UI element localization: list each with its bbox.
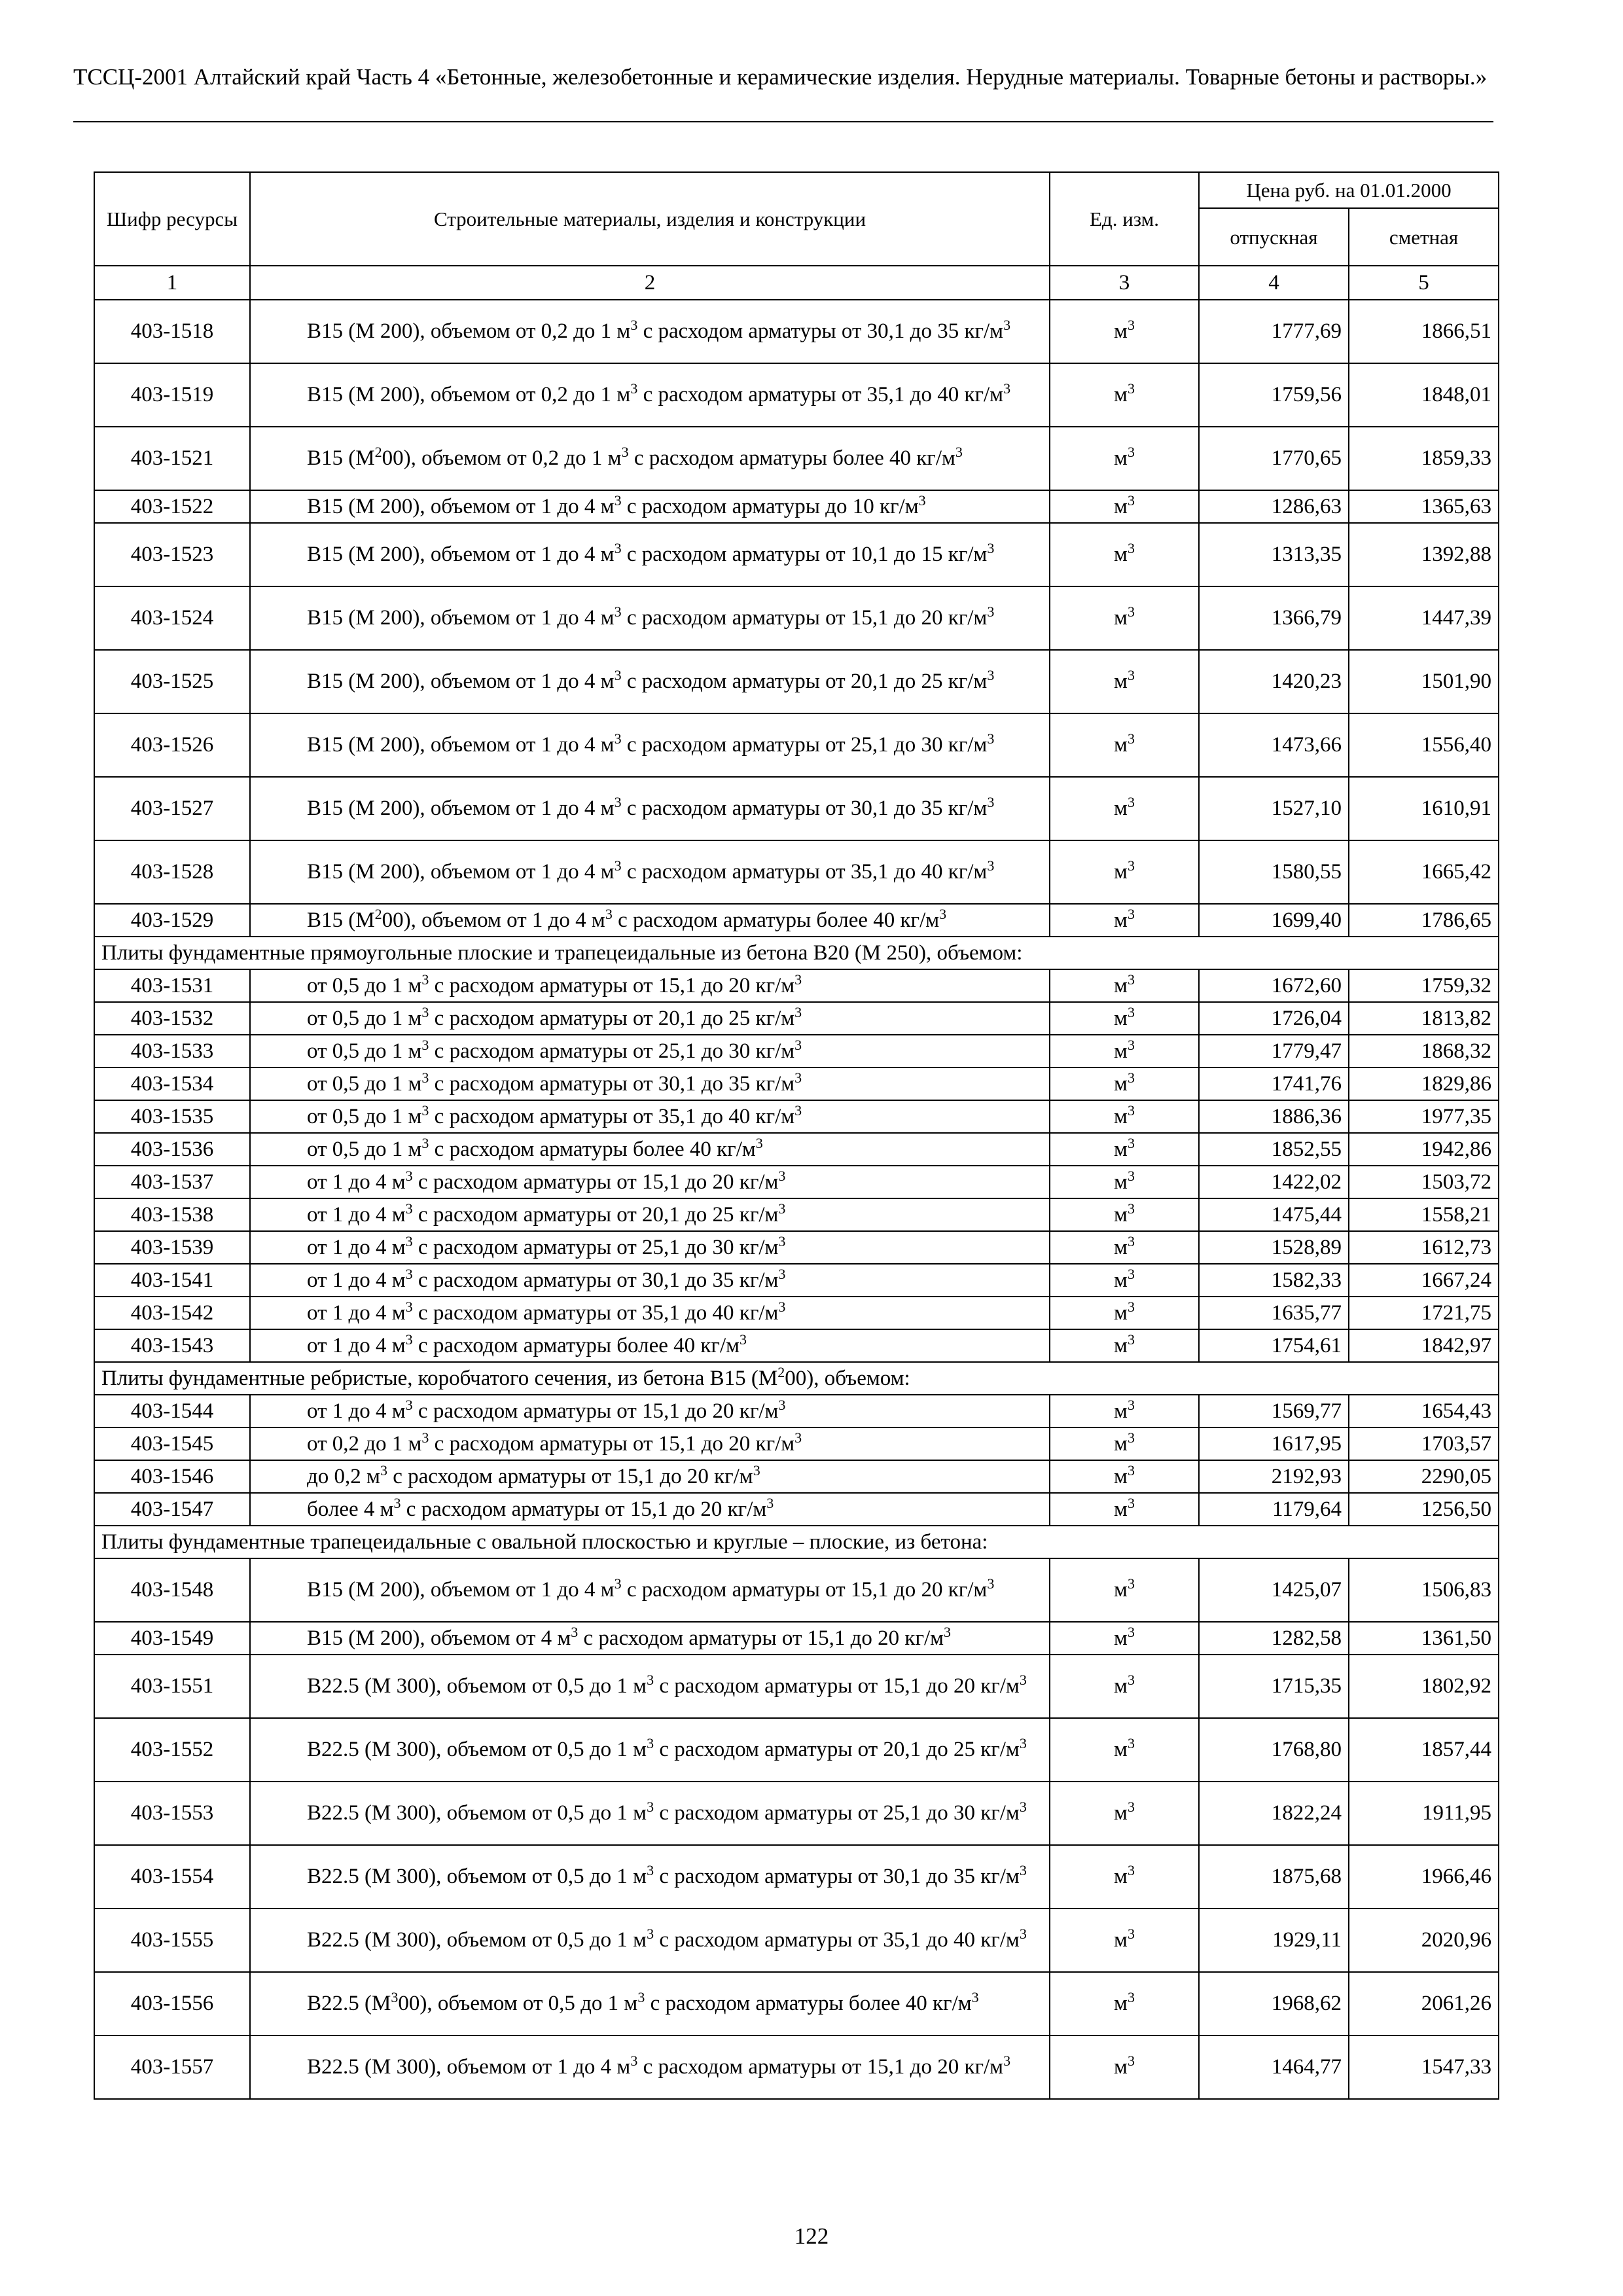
material-description: от 1 до 4 $м^3$ с расходом арматуры от 25,1 до 30 $кг/м^3$ <box>250 1231 1050 1264</box>
unit: $м^3$ <box>1050 1100 1199 1133</box>
unit: $м^3$ <box>1050 1198 1199 1231</box>
material-description: от 0,2 до 1 $м^3$ с расходом арматуры от 15,1 до 20 $кг/м^3$ <box>250 1427 1050 1460</box>
resource-code: 403-1533 <box>94 1035 250 1067</box>
release-price: 1929,11 <box>1199 1909 1349 1972</box>
release-price: 1527,10 <box>1199 777 1349 840</box>
unit: $м^3$ <box>1050 1622 1199 1655</box>
section-title: Плиты фундаментные трапецеидальные с овальной плоскостью и круглые – плоские, из бетона: <box>94 1526 1499 1558</box>
release-price: 1617,95 <box>1199 1427 1349 1460</box>
resource-code: 403-1553 <box>94 1782 250 1845</box>
unit: $м^3$ <box>1050 1395 1199 1427</box>
unit: $м^3$ <box>1050 1427 1199 1460</box>
col-number: 4 <box>1199 266 1349 300</box>
unit: $м^3$ <box>1050 1067 1199 1100</box>
estimate-price: 1977,35 <box>1349 1100 1499 1133</box>
material-description: от 1 до 4 $м^3$ с расходом арматуры от 15,1 до 20 $кг/м^3$ <box>250 1395 1050 1427</box>
estimate-price: 1703,57 <box>1349 1427 1499 1460</box>
table-row <box>94 523 1499 586</box>
release-price: 1422,02 <box>1199 1166 1349 1198</box>
material-description: В22.5 $(М^300)$, объемом от 0,5 до 1 $м^3$ с расходом арматуры более 40 $кг/м^3$ <box>250 1972 1050 2036</box>
material-description: В15 $(М^200)$, объемом от 0,2 до 1 $м^3$ с расходом арматуры более 40 $кг/м^3$ <box>250 427 1050 490</box>
col-name-header: Строительные материалы, изделия и конструкции <box>250 172 1050 266</box>
release-price: 1582,33 <box>1199 1264 1349 1297</box>
release-price: 1580,55 <box>1199 840 1349 904</box>
resource-code: 403-1524 <box>94 586 250 650</box>
unit: $м^3$ <box>1050 904 1199 937</box>
material-description: В15 (М 200), объемом от 1 до 4 $м^3$ с расходом арматуры от 20,1 до 25 $кг/м^3$ <box>250 650 1050 713</box>
unit: $м^3$ <box>1050 1493 1199 1526</box>
table-row <box>94 1909 1499 1972</box>
unit: $м^3$ <box>1050 650 1199 713</box>
unit: $м^3$ <box>1050 586 1199 650</box>
table-row <box>94 713 1499 777</box>
unit: $м^3$ <box>1050 1718 1199 1782</box>
release-price: 1699,40 <box>1199 904 1349 937</box>
material-description: В22.5 (М 300), объемом от 0,5 до 1 $м^3$ с расходом арматуры от 35,1 до 40 $кг/м^3$ <box>250 1909 1050 1972</box>
table-row <box>94 1133 1499 1166</box>
estimate-price: 1802,92 <box>1349 1655 1499 1718</box>
release-price: 1741,76 <box>1199 1067 1349 1100</box>
table-row <box>94 969 1499 1002</box>
material-description: В22.5 (М 300), объемом от 0,5 до 1 $м^3$ с расходом арматуры от 25,1 до 30 $кг/м^3$ <box>250 1782 1050 1845</box>
header-rule <box>73 121 1493 122</box>
material-description: В22.5 (М 300), объемом от 1 до 4 $м^3$ с расходом арматуры от 15,1 до 20 $кг/м^3$ <box>250 2036 1050 2099</box>
release-price: 1464,77 <box>1199 2036 1349 2099</box>
unit: $м^3$ <box>1050 1845 1199 1909</box>
release-price: 1473,66 <box>1199 713 1349 777</box>
release-price: 1179,64 <box>1199 1493 1349 1526</box>
release-price: 1286,63 <box>1199 490 1349 523</box>
table-row <box>94 1395 1499 1427</box>
release-price: 1366,79 <box>1199 586 1349 650</box>
release-price: 2192,93 <box>1199 1460 1349 1493</box>
table-row <box>94 1264 1499 1297</box>
table-row <box>94 777 1499 840</box>
estimate-price: 1610,91 <box>1349 777 1499 840</box>
resource-code: 403-1522 <box>94 490 250 523</box>
resource-code: 403-1539 <box>94 1231 250 1264</box>
section-header-row <box>94 1526 1499 1558</box>
material-description: В15 (М 200), объемом от 4 $м^3$ с расходом арматуры от 15,1 до 20 $кг/м^3$ <box>250 1622 1050 1655</box>
resource-code: 403-1532 <box>94 1002 250 1035</box>
resource-code: 403-1528 <box>94 840 250 904</box>
unit: $м^3$ <box>1050 1329 1199 1362</box>
unit: $м^3$ <box>1050 1655 1199 1718</box>
release-price: 1569,77 <box>1199 1395 1349 1427</box>
unit: $м^3$ <box>1050 1002 1199 1035</box>
material-description: В22.5 (М 300), объемом от 0,5 до 1 $м^3$ с расходом арматуры от 20,1 до 25 $кг/м^3$ <box>250 1718 1050 1782</box>
material-description: от 0,5 до 1 $м^3$ с расходом арматуры более 40 $кг/м^3$ <box>250 1133 1050 1166</box>
material-description: от 1 до 4 $м^3$ с расходом арматуры от 20,1 до 25 $кг/м^3$ <box>250 1198 1050 1231</box>
table-row <box>94 1035 1499 1067</box>
table-row <box>94 1558 1499 1622</box>
resource-code: 403-1521 <box>94 427 250 490</box>
release-price: 1635,77 <box>1199 1297 1349 1329</box>
release-price: 1425,07 <box>1199 1558 1349 1622</box>
table-row <box>94 1067 1499 1100</box>
material-description: от 1 до 4 $м^3$ с расходом арматуры от 30,1 до 35 $кг/м^3$ <box>250 1264 1050 1297</box>
table-row <box>94 1427 1499 1460</box>
unit: $м^3$ <box>1050 1460 1199 1493</box>
release-price: 1528,89 <box>1199 1231 1349 1264</box>
section-title: Плиты фундаментные ребристые, коробчатого сечения, из бетона В15 $(М^200)$, объемом: <box>94 1362 1499 1395</box>
release-price: 1822,24 <box>1199 1782 1349 1845</box>
unit: $м^3$ <box>1050 1035 1199 1067</box>
table-row <box>94 1460 1499 1493</box>
table-row <box>94 904 1499 937</box>
material-description: от 1 до 4 $м^3$ с расходом арматуры от 35,1 до 40 $кг/м^3$ <box>250 1297 1050 1329</box>
release-price: 1313,35 <box>1199 523 1349 586</box>
unit: $м^3$ <box>1050 840 1199 904</box>
estimate-price: 1503,72 <box>1349 1166 1499 1198</box>
col-number: 1 <box>94 266 250 300</box>
estimate-price: 1361,50 <box>1349 1622 1499 1655</box>
estimate-price: 1447,39 <box>1349 586 1499 650</box>
resource-code: 403-1552 <box>94 1718 250 1782</box>
resource-code: 403-1541 <box>94 1264 250 1297</box>
release-price: 1770,65 <box>1199 427 1349 490</box>
material-description: от 0,5 до 1 $м^3$ с расходом арматуры от 35,1 до 40 $кг/м^3$ <box>250 1100 1050 1133</box>
release-price: 1777,69 <box>1199 300 1349 363</box>
unit: $м^3$ <box>1050 490 1199 523</box>
resource-code: 403-1547 <box>94 1493 250 1526</box>
resource-code: 403-1555 <box>94 1909 250 1972</box>
unit: $м^3$ <box>1050 777 1199 840</box>
estimate-price: 2020,96 <box>1349 1909 1499 1972</box>
estimate-price: 1612,73 <box>1349 1231 1499 1264</box>
table-row <box>94 1166 1499 1198</box>
estimate-price: 1392,88 <box>1349 523 1499 586</box>
material-description: В15 (М 200), объемом от 1 до 4 $м^3$ с расходом арматуры от 15,1 до 20 $кг/м^3$ <box>250 586 1050 650</box>
section-title: Плиты фундаментные прямоугольные плоские и трапецеидальные из бетона В20 (М 250), объемом: <box>94 937 1499 969</box>
table-row <box>94 1655 1499 1718</box>
resource-code: 403-1529 <box>94 904 250 937</box>
resource-code: 403-1537 <box>94 1166 250 1198</box>
resource-code: 403-1546 <box>94 1460 250 1493</box>
release-price: 1875,68 <box>1199 1845 1349 1909</box>
resource-code: 403-1527 <box>94 777 250 840</box>
estimate-price: 1721,75 <box>1349 1297 1499 1329</box>
material-description: В22.5 (М 300), объемом от 0,5 до 1 $м^3$ с расходом арматуры от 15,1 до 20 $кг/м^3$ <box>250 1655 1050 1718</box>
estimate-price: 1654,43 <box>1349 1395 1499 1427</box>
resource-code: 403-1531 <box>94 969 250 1002</box>
resource-code: 403-1548 <box>94 1558 250 1622</box>
table-row <box>94 300 1499 363</box>
table-row <box>94 1002 1499 1035</box>
table-row <box>94 1329 1499 1362</box>
unit: $м^3$ <box>1050 1166 1199 1198</box>
release-price: 1726,04 <box>1199 1002 1349 1035</box>
material-description: более 4 $м^3$ с расходом арматуры от 15,1 до 20 $кг/м^3$ <box>250 1493 1050 1526</box>
estimate-price: 1848,01 <box>1349 363 1499 427</box>
resource-code: 403-1545 <box>94 1427 250 1460</box>
col-price-header: Цена руб. на 01.01.2000 <box>1199 172 1499 208</box>
release-price: 1968,62 <box>1199 1972 1349 2036</box>
unit: $м^3$ <box>1050 363 1199 427</box>
material-description: В22.5 (М 300), объемом от 0,5 до 1 $м^3$ с расходом арматуры от 30,1 до 35 $кг/м^3$ <box>250 1845 1050 1909</box>
section-header-row <box>94 1362 1499 1395</box>
material-description: В15 (М 200), объемом от 0,2 до 1 $м^3$ с расходом арматуры от 35,1 до 40 $кг/м^3$ <box>250 363 1050 427</box>
release-price: 1475,44 <box>1199 1198 1349 1231</box>
estimate-price: 1911,95 <box>1349 1782 1499 1845</box>
material-description: от 0,5 до 1 $м^3$ с расходом арматуры от 20,1 до 25 $кг/м^3$ <box>250 1002 1050 1035</box>
material-description: от 0,5 до 1 $м^3$ с расходом арматуры от 30,1 до 35 $кг/м^3$ <box>250 1067 1050 1100</box>
unit: $м^3$ <box>1050 1782 1199 1845</box>
table-row <box>94 586 1499 650</box>
unit: $м^3$ <box>1050 427 1199 490</box>
resource-code: 403-1519 <box>94 363 250 427</box>
resource-code: 403-1536 <box>94 1133 250 1166</box>
estimate-price: 1667,24 <box>1349 1264 1499 1297</box>
col-number: 3 <box>1050 266 1199 300</box>
resource-code: 403-1554 <box>94 1845 250 1909</box>
material-description: от 0,5 до 1 $м^3$ с расходом арматуры от 15,1 до 20 $кг/м^3$ <box>250 969 1050 1002</box>
estimate-price: 1506,83 <box>1349 1558 1499 1622</box>
table-row <box>94 650 1499 713</box>
resource-code: 403-1534 <box>94 1067 250 1100</box>
col-unit-header: Ед. изм. <box>1050 172 1199 266</box>
material-description: В15 $(М^200)$, объемом от 1 до 4 $м^3$ с расходом арматуры более 40 $кг/м^3$ <box>250 904 1050 937</box>
unit: $м^3$ <box>1050 1264 1199 1297</box>
resource-code: 403-1518 <box>94 300 250 363</box>
resource-code: 403-1525 <box>94 650 250 713</box>
resource-code: 403-1549 <box>94 1622 250 1655</box>
unit: $м^3$ <box>1050 1909 1199 1972</box>
unit: $м^3$ <box>1050 523 1199 586</box>
resource-code: 403-1557 <box>94 2036 250 2099</box>
unit: $м^3$ <box>1050 1972 1199 2036</box>
material-description: В15 (М 200), объемом от 1 до 4 $м^3$ с расходом арматуры от 30,1 до 35 $кг/м^3$ <box>250 777 1050 840</box>
col-number: 2 <box>250 266 1050 300</box>
table-row <box>94 1622 1499 1655</box>
section-header-row <box>94 937 1499 969</box>
estimate-price: 2290,05 <box>1349 1460 1499 1493</box>
resource-code: 403-1542 <box>94 1297 250 1329</box>
estimate-price: 1256,50 <box>1349 1493 1499 1526</box>
estimate-price: 1759,32 <box>1349 969 1499 1002</box>
estimate-price: 1942,86 <box>1349 1133 1499 1166</box>
material-description: от 1 до 4 $м^3$ с расходом арматуры более 40 $кг/м^3$ <box>250 1329 1050 1362</box>
release-price: 1886,36 <box>1199 1100 1349 1133</box>
estimate-price: 1966,46 <box>1349 1845 1499 1909</box>
unit: $м^3$ <box>1050 300 1199 363</box>
release-price: 1672,60 <box>1199 969 1349 1002</box>
resource-code: 403-1543 <box>94 1329 250 1362</box>
resource-code: 403-1551 <box>94 1655 250 1718</box>
material-description: В15 (М 200), объемом от 1 до 4 $м^3$ с расходом арматуры до 10 $кг/м^3$ <box>250 490 1050 523</box>
table-row <box>94 1782 1499 1845</box>
estimate-price: 1842,97 <box>1349 1329 1499 1362</box>
estimate-price: 1859,33 <box>1349 427 1499 490</box>
estimate-price: 1556,40 <box>1349 713 1499 777</box>
resource-code: 403-1556 <box>94 1972 250 2036</box>
resource-code: 403-1538 <box>94 1198 250 1231</box>
material-description: В15 (М 200), объемом от 1 до 4 $м^3$ с расходом арматуры от 15,1 до 20 $кг/м^3$ <box>250 1558 1050 1622</box>
unit: $м^3$ <box>1050 1231 1199 1264</box>
column-number-row <box>94 266 1499 300</box>
estimate-price: 1365,63 <box>1349 490 1499 523</box>
table-row <box>94 1100 1499 1133</box>
col-release-header: отпускная <box>1199 208 1349 266</box>
estimate-price: 1868,32 <box>1349 1035 1499 1067</box>
table-row <box>94 840 1499 904</box>
col-estimate-header: сметная <box>1349 208 1499 266</box>
table-row <box>94 1972 1499 2036</box>
release-price: 1754,61 <box>1199 1329 1349 1362</box>
table-row <box>94 1718 1499 1782</box>
table-row <box>94 1493 1499 1526</box>
estimate-price: 1558,21 <box>1349 1198 1499 1231</box>
release-price: 1420,23 <box>1199 650 1349 713</box>
release-price: 1768,80 <box>1199 1718 1349 1782</box>
unit: $м^3$ <box>1050 1297 1199 1329</box>
material-description: до 0,2 $м^3$ с расходом арматуры от 15,1 до 20 $кг/м^3$ <box>250 1460 1050 1493</box>
price-table <box>94 171 1499 2100</box>
unit: $м^3$ <box>1050 713 1199 777</box>
estimate-price: 1857,44 <box>1349 1718 1499 1782</box>
table-row <box>94 1198 1499 1231</box>
estimate-price: 1813,82 <box>1349 1002 1499 1035</box>
material-description: В15 (М 200), объемом от 1 до 4 $м^3$ с расходом арматуры от 10,1 до 15 $кг/м^3$ <box>250 523 1050 586</box>
table-row <box>94 490 1499 523</box>
release-price: 1282,58 <box>1199 1622 1349 1655</box>
unit: $м^3$ <box>1050 1558 1199 1622</box>
resource-code: 403-1523 <box>94 523 250 586</box>
material-description: В15 (М 200), объемом от 1 до 4 $м^3$ с расходом арматуры от 25,1 до 30 $кг/м^3$ <box>250 713 1050 777</box>
table-row <box>94 363 1499 427</box>
resource-code: 403-1535 <box>94 1100 250 1133</box>
table-row <box>94 427 1499 490</box>
estimate-price: 1501,90 <box>1349 650 1499 713</box>
material-description: В15 (М 200), объемом от 0,2 до 1 $м^3$ с расходом арматуры от 30,1 до 35 $кг/м^3$ <box>250 300 1050 363</box>
material-description: от 1 до 4 $м^3$ с расходом арматуры от 15,1 до 20 $кг/м^3$ <box>250 1166 1050 1198</box>
estimate-price: 1665,42 <box>1349 840 1499 904</box>
material-description: от 0,5 до 1 $м^3$ с расходом арматуры от 25,1 до 30 $кг/м^3$ <box>250 1035 1050 1067</box>
estimate-price: 1829,86 <box>1349 1067 1499 1100</box>
resource-code: 403-1526 <box>94 713 250 777</box>
unit: $м^3$ <box>1050 2036 1199 2099</box>
unit: $м^3$ <box>1050 969 1199 1002</box>
material-description: В15 (М 200), объемом от 1 до 4 $м^3$ с расходом арматуры от 35,1 до 40 $кг/м^3$ <box>250 840 1050 904</box>
release-price: 1779,47 <box>1199 1035 1349 1067</box>
table-row <box>94 1297 1499 1329</box>
unit: $м^3$ <box>1050 1133 1199 1166</box>
table-body <box>94 300 1499 2099</box>
estimate-price: 1547,33 <box>1349 2036 1499 2099</box>
estimate-price: 1786,65 <box>1349 904 1499 937</box>
release-price: 1759,56 <box>1199 363 1349 427</box>
running-header: ТССЦ-2001 Алтайский край Часть 4 «Бетонные, железобетонные и керамические изделия. Нерудные материалы. Товарные бетоны и растворы.» <box>73 64 1488 90</box>
estimate-price: 1866,51 <box>1349 300 1499 363</box>
resource-code: 403-1544 <box>94 1395 250 1427</box>
release-price: 1715,35 <box>1199 1655 1349 1718</box>
table-row <box>94 2036 1499 2099</box>
estimate-price: 2061,26 <box>1349 1972 1499 2036</box>
table-row <box>94 1231 1499 1264</box>
col-number: 5 <box>1349 266 1499 300</box>
page-number: 122 <box>794 2223 829 2249</box>
table-row <box>94 1845 1499 1909</box>
col-code-header: Шифр ресурсы <box>94 172 250 266</box>
release-price: 1852,55 <box>1199 1133 1349 1166</box>
